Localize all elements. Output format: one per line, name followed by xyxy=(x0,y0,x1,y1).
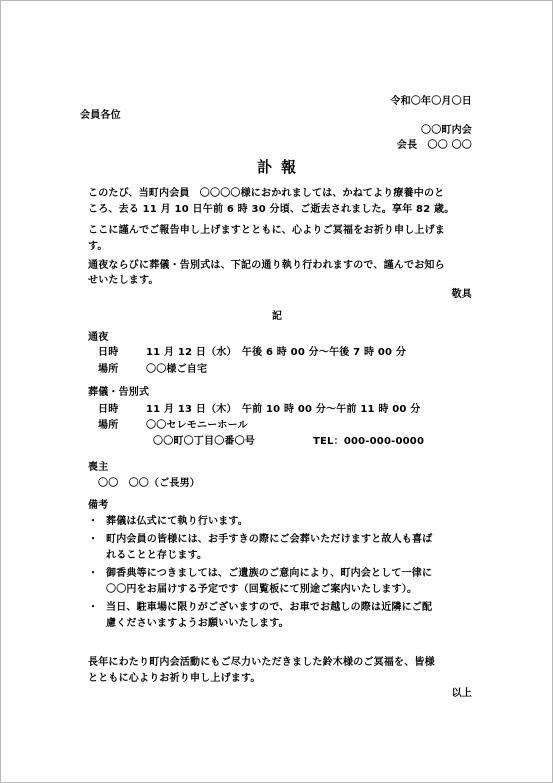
funeral-address: 〇〇町〇丁目〇番〇号 xyxy=(153,436,255,447)
tsuya-date-label: 日時 xyxy=(98,347,119,358)
footer-line-2: とともに心よりお祈り申し上げます。 xyxy=(88,673,261,684)
notes-heading: 備考 xyxy=(88,500,109,511)
closing-keigu: 敬具 xyxy=(451,289,472,300)
funeral-date-label: 日時 xyxy=(98,404,119,415)
note-4-line-1: 当日、駐車場に限りがございますので、お車でお越しの際は近隣にご配 xyxy=(106,602,433,613)
page-title: 訃報 xyxy=(257,158,306,176)
bullet-2: ・ xyxy=(88,534,98,545)
funeral-heading: 葬儀・告別式 xyxy=(88,387,150,398)
note-3-line-1: 御香典等につきましては、ご遺族のご意向により、町内会として一律に xyxy=(106,568,433,579)
tsuya-place-label: 場所 xyxy=(98,364,119,375)
tsuya-place-value: 〇〇様ご自宅 xyxy=(146,364,208,375)
bullet-1: ・ xyxy=(88,516,98,527)
mourner-heading: 喪主 xyxy=(88,462,109,473)
date: 令和〇年〇月〇日 xyxy=(390,96,472,107)
note-3-line-2: 〇〇円をお届けする予定です（回覧板にて別途ご案内いたします）。 xyxy=(106,584,418,595)
closing-ijou: 以上 xyxy=(451,688,472,699)
intro-line-1: このたび、当町内会員 〇〇〇〇様におかれましては、かねてより療養中のと xyxy=(88,188,445,199)
sender-name: 会長 〇〇 〇〇 xyxy=(396,140,472,151)
note-2-line-2: れることと存じます。 xyxy=(106,550,208,561)
footer-line-1: 長年にわたり町内会活動にもご尽力いただきました鈴木様のご冥福を、皆様 xyxy=(88,657,435,668)
note-2-line-1: 町内会員の皆様には、お手すきの際にご会葬いただけますと故人も喜ば xyxy=(106,534,433,545)
funeral-place-value: 〇〇セレモニーホール xyxy=(146,420,248,431)
note-1: 葬儀は仏式にて執り行います。 xyxy=(106,516,248,527)
intro-line-5: 通夜ならびに葬儀・告別式は、下記の通り執り行われますので、謹んでお知ら xyxy=(88,260,445,271)
intro-line-2: ころ、去る 11 月 10 日午前 6 時 30 分頃、ご逝去されました。享年 82 歳。 xyxy=(88,204,455,215)
bullet-4: ・ xyxy=(88,602,98,613)
funeral-place-label: 場所 xyxy=(98,420,119,431)
tsuya-heading: 通夜 xyxy=(88,332,109,343)
funeral-tel: TEL：000-000-0000 xyxy=(313,436,425,447)
intro-line-6: せいたします。 xyxy=(88,275,159,286)
intro-line-3: ここに謹んでご報告申し上げますとともに、心よりご冥福をお祈り申し上げま xyxy=(88,225,445,236)
intro-line-4: す。 xyxy=(88,241,108,252)
note-4-line-2: 慮くださいますようお願いいたします。 xyxy=(106,618,289,629)
mourner-name: 〇〇 〇〇（ご長男） xyxy=(98,478,200,489)
tsuya-date-value: 11 月 12 日（水） 午後 6 時 00 分～午後 7 時 00 分 xyxy=(146,347,407,358)
funeral-date-value: 11 月 13 日（木） 午前 10 時 00 分～午前 11 時 00 分 xyxy=(146,404,421,415)
ki-heading: 記 xyxy=(272,311,283,322)
bullet-3: ・ xyxy=(88,568,98,579)
sender-org: 〇〇町内会 xyxy=(421,125,472,136)
recipient: 会員各位 xyxy=(80,110,121,121)
